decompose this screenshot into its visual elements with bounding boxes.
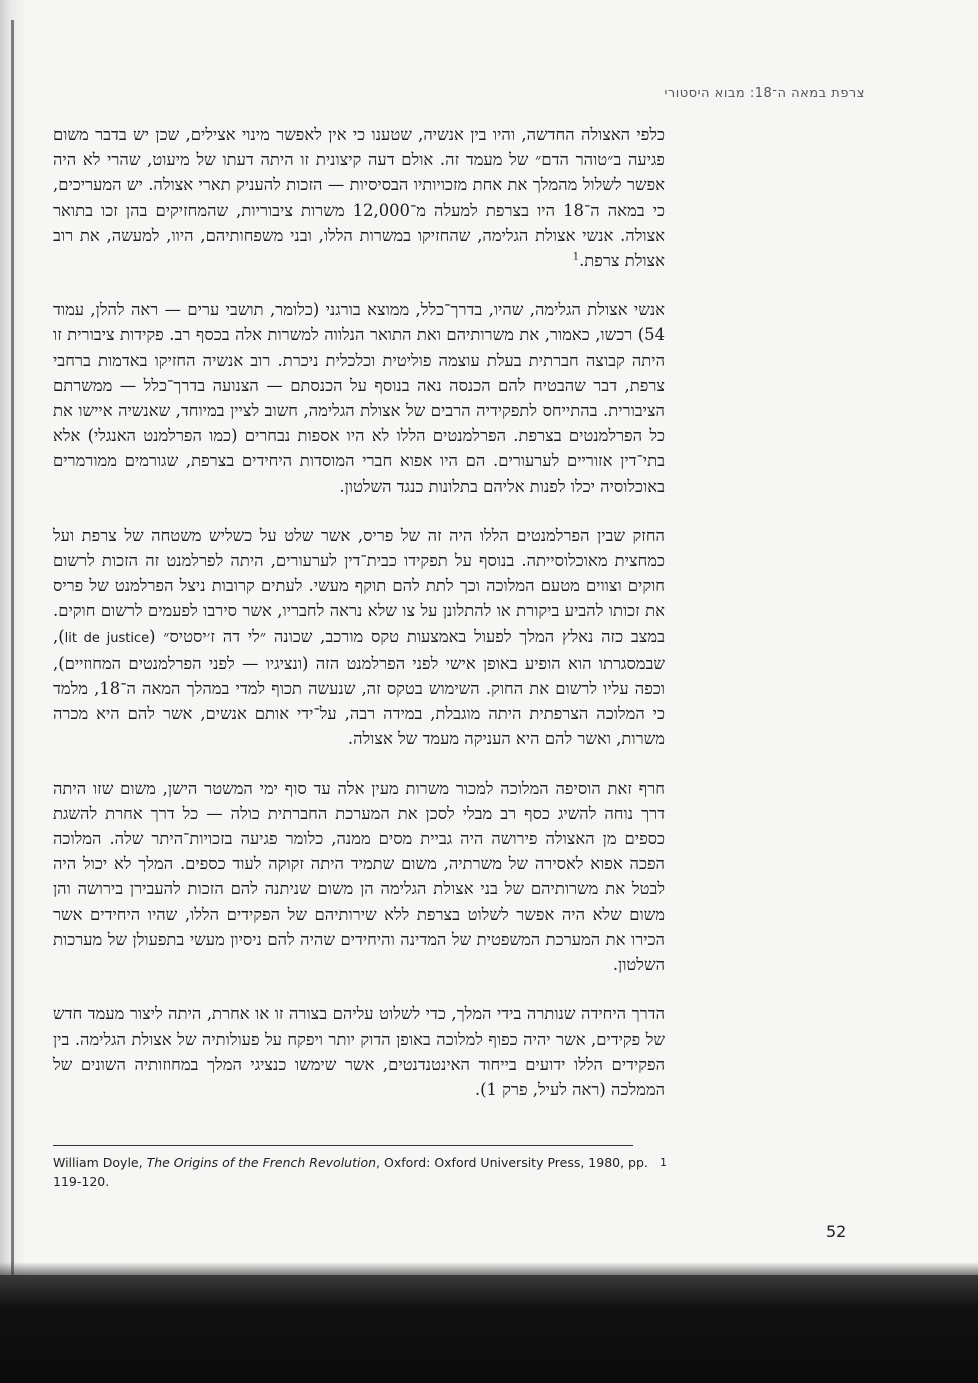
paragraph-1 (53, 122, 665, 273)
footnote-divider (53, 1145, 633, 1146)
page-number: 52 (826, 1222, 847, 1241)
footnote-reference[interactable]: 1 (572, 251, 580, 263)
paragraph-1-text: כלפי האצולה החדשה, והיו בין אנשיה, שטענו כי אין לאפשר מינוי אצילים, שכן יש בדבר משום פגיעה ב״טוהר הדם״ של מעמד זה. אולם דעה קיצונית זו היתה דעתו של מיעוט, שהרי לא היה אפשר לשלול מהמלך את אחת מזכויותיו הבסיסיות — הזכות להעניק תארי אצולה. יש המעריכים, כי במאה ה־18 היו בצרפת למעלה מ־12,000 משרות ציבוריות, שהמחזיקים בהן זכו בתואר אצולה. אנשי אצולת הגלימה, שהחזיקו במשרות הללו, ובני משפחותיהם, היוו, למעשה, את רוב אצולת צרפת. (53, 125, 665, 271)
footnote-pages: 119-120. (53, 1174, 110, 1189)
paragraph-3-text-before: החזק שבין הפרלמנטים הללו היה זה של פריס, אשר שלט על כשליש משטחה של צרפת ועל כמחצית מאוכלוסייתה. בנוסף על תפקידו כבית־דין לערעורים, היתה לפרלמנט זה הזכות לרשום חוקים וצווים מטעם המלוכה וכך לתת להם תוקף מעשי. לעתים קרובות ניצל הפרלמנט של פריס את זכותו להביע ביקורת או להתלונן על צו שלא נראה לחבריו, אשר סירבו לפעמים לרשום חוקים. במצב כזה נאלץ המלך לפעול באמצעות טקס מורכב, שכונה ״לי דה ז׳יסטיס״ ( (53, 525, 665, 646)
main-text (53, 122, 665, 1126)
footnote-publisher: , Oxford: Oxford University Press, 1980, pp. (376, 1155, 648, 1170)
footnote (53, 1153, 667, 1191)
paragraph-5: הדרך היחידה שנותרה בידי המלך, כדי לשלוט עליהם בצורה זו או אחרת, היתה ליצור מעמד חדש של פקידים, אשר יהיה כפוף למלוכה באופן הדוק יותר ויפקח על פעולותיה של אצולת הגלימה. בין הפקידים הללו ידועים בייחוד האינטנדנטים, אשר שימשו כנציגי המלך במחוזותיה השונים של הממלכה (ראה לעיל, פרק 1). (53, 1004, 665, 1099)
binding-line (11, 20, 14, 1350)
footnote-number: 1 (660, 1156, 667, 1169)
paragraph-2: אנשי אצולת הגלימה, שהיו, בדרך־כלל, ממוצא בורגני (כלומר, תושבי ערים — ראה להלן, עמוד 54) רכשו, כאמור, את משרותיהם ואת התואר הנלווה למשרות אלה בכסף רב. פקידות ציבורית זו היתה קבוצה חברתית בעלת עוצמה פוליטית וכלכלית ניכרת. רוב אנשיה החזיקו באדמות ברחבי צרפת, דבר שהבטיח להם הכנסה נאה בנוסף על הכנסתם — הצנועה בדרך־כלל — ממשרתם הציבורית. בהתייחס לתפקידיה הרבים של אצולת הגלימה, חשוב לציין במיוחד, שאנשיה איישו את כל הפרלמנטים בצרפת. הפרלמנטים הללו לא היו אספות נבחרים (כמו הפרלמנט האנגלי) אלא בתי־דין אזוריים לערעורים. הם היו אפוא חברי המוסדות היחידים בצרפת, שגורמים ממורמרים באוכלוסיה יכלו לפנות אליהם בתלונות כנגד השלטון. (53, 300, 665, 496)
footnote-title: The Origins of the French Revolution (146, 1155, 377, 1170)
paragraph-4: חרף זאת הוסיפה המלוכה למכור משרות מעין אלה עד סוף ימי המשטר הישן, משום שזו היתה דרך נוחה להשיג כסף רב מבלי לסכן את המערכת החברתית כולה — כל דרך אחרת להשגת כספים מן האצולה פירושה היה גביית מסים ממנה, כלומר פגיעה בזכויות־היתר שלה. המלוכה הפכה אפוא לאסירה של משרתיה, משום שתמיד היתה זקוקה לעוד כספים. המלך לא יכול היה לבטל את משרותיהם של בני אצולת הגלימה הן משום שניתנה להם הזכות להעבירן בירושה והן משום שלא היה אפשר לשלוט בצרפת ללא שירותיהם של הפקידים הללו, שהיו היחידים אשר הכירו את המערכת המשפטית של המדינה והיחידים שהיה להם ניסיון מעשי בתפעולן של מערכות השלטון. (53, 778, 665, 975)
paragraph-3 (53, 523, 665, 752)
paragraph-3-text-after: ), שבמסגרתו הוא הופיע באופן אישי לפני הפרלמנט הזה (ונציגיו — לפני הפרלמנטים המחוזיים), וכפה עליו לרשום את החוק. השימוש בטקס זה, שנעשה תכוף למדי במהלך המאה ה־18, מלמד כי המלוכה הצרפתית היתה מוגבלת, במידה רבה, על־ידי אותם אנשים, אשר להם היא מכרה משרות, ואשר להם היא העניקה מעמד של אצולה. (53, 626, 665, 749)
latin-term: lit de justice (64, 630, 150, 646)
scan-shadow-edge (0, 1262, 978, 1276)
footnote-author: William Doyle, (53, 1155, 147, 1170)
running-head: צרפת במאה ה־18: מבוא היסטורי (664, 86, 865, 101)
scan-shadow (0, 1275, 978, 1383)
